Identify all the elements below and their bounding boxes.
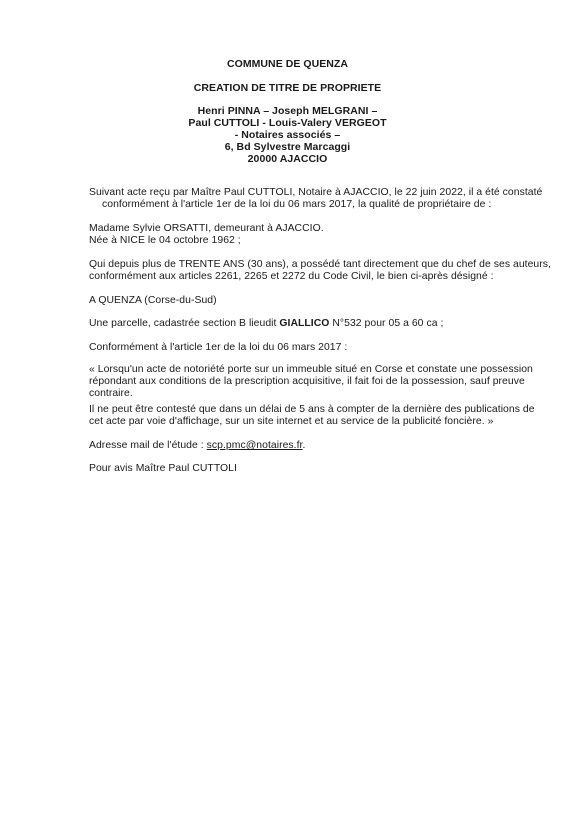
contestation-line-1: Il ne peut être contesté que dans un délai de 5 ans à compter de la dernière des publications de: [89, 404, 535, 415]
law-quote-line-2: répondant aux conditions de la prescription acquisitive, il fait foi de la possession, sauf preuve: [89, 375, 525, 387]
commune-heading: COMMUNE DE QUENZA: [226, 58, 348, 70]
paragraph-law-reference: Conformément à l'article 1er de la loi du 06 mars 2017 :: [89, 342, 348, 353]
office-address-line-2: 20000 AJACCIO: [247, 153, 328, 165]
paragraph-deed: [89, 187, 543, 211]
paragraph-possession-line-1: Qui depuis plus de TRENTE ANS (30 ans), a possédé tant directement que du chef de ses auteurs,: [89, 259, 551, 270]
notaries-line-2: Paul CUTTOLI - Louis-Valery VERGEOT: [188, 117, 387, 129]
paragraph-location: A QUENZA (Corse-du-Sud): [89, 295, 217, 306]
paragraph-contestation: [89, 404, 535, 428]
paragraph-owner-line-1: Madame Sylvie ORSATTI, demeurant à AJACCIO.: [89, 223, 324, 234]
paragraph-deed-line-2: conformément à l'article 1er de la loi du 06 mars 2017, la qualité de propriétaire de :: [102, 198, 492, 210]
notaries-line-3: - Notaires associés –: [234, 129, 341, 141]
contestation-line-2: cet acte par voie d'affichage, sur un site internet et au service de la publicité foncière. »: [89, 415, 494, 427]
paragraph-law-quote: [89, 364, 533, 399]
parcel-text-end: N°532 pour 05 a 60 ca ;: [329, 318, 444, 329]
paragraph-possession-line-2: conformément aux articles 2261, 2265 et 2272 du Code Civil, le bien ci-après désigné :: [89, 270, 494, 282]
paragraph-signature: Pour avis Maître Paul CUTTOLI: [89, 463, 237, 474]
parcel-lieudit: GIALLICO: [279, 318, 330, 329]
notice-title: CREATION DE TITRE DE PROPRIETE: [193, 82, 382, 94]
paragraph-parcel: [89, 318, 499, 330]
law-quote-line-3: contraire.: [89, 387, 133, 399]
email-label: Adresse mail de l'étude :: [89, 440, 207, 451]
paragraph-owner-line-2: Née à NICE le 04 octobre 1962 ;: [89, 234, 241, 246]
law-quote-line-1: « Lorsqu'un acte de notoriété porte sur un immeuble situé en Corse et constate une possession: [89, 364, 533, 375]
email-link[interactable]: scp.pmc@notaires.fr: [206, 440, 303, 451]
paragraph-deed-line-1: Suivant acte reçu par Maître Paul CUTTOLI, Notaire à AJACCIO, le 22 juin 2022, il a été constaté: [89, 187, 543, 198]
paragraph-owner: [89, 223, 499, 247]
office-address-line-1: 6, Bd Sylvestre Marcaggi: [224, 141, 351, 153]
paragraph-email: [89, 440, 499, 452]
paragraph-possession: [89, 259, 551, 283]
parcel-text-start: Une parcelle, cadastrée section B lieudit: [89, 318, 280, 329]
email-end: .: [302, 440, 306, 451]
notaries-line-1: Henri PINNA – Joseph MELGRANI –: [197, 105, 378, 117]
